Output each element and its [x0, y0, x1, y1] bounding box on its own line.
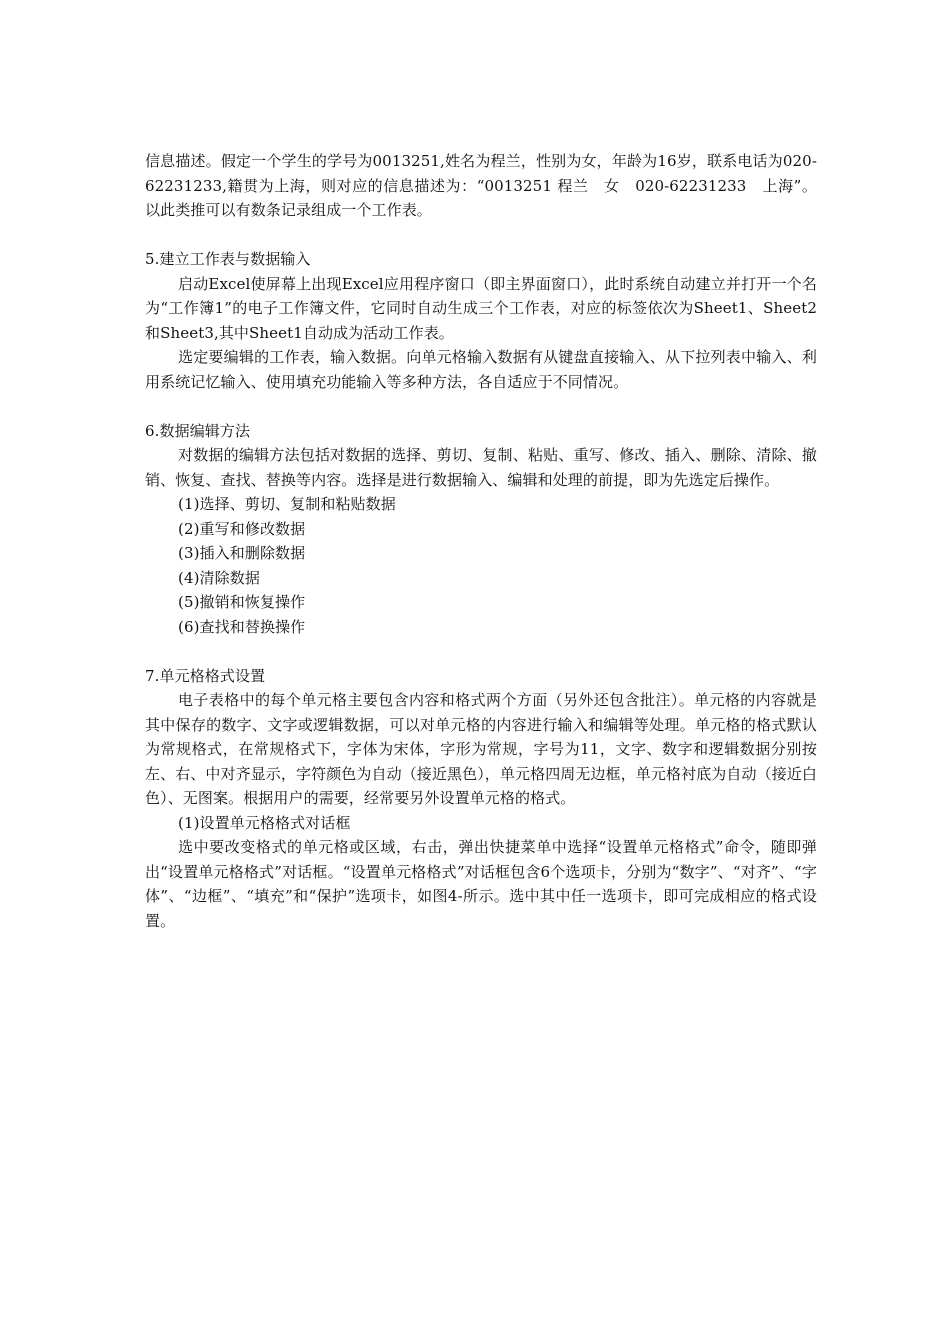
section-7-paragraph-1: 电子表格中的每个单元格主要包含内容和格式两个方面（另外还包含批注）。单元格的内容就是其中保存的数字、文字或逻辑数据，可以对单元格的内容进行输入和编辑等处理。单元格的格式默认为常规格式，在常规格式下，字体为宋体，字形为常规，字号为11，文字、数字和逻辑数据分别按左、右、中对齐显示，字符颜色为自动（接近黑色），单元格四周无边框，单元格衬底为自动（接近白色）、无图案。根据用户的需要，经常要另外设置单元格的格式。: [145, 691, 818, 807]
section-5-paragraph-1: 启动Excel使屏幕上出现Excel应用程序窗口（即主界面窗口），此时系统自动建立并打开一个名为“工作簿1”的电子工作簿文件，它同时自动生成三个工作表，对应的标签依次为Sheet1、Sheet2和Sheet3,其中Sheet1自动成为活动工作表。: [145, 274, 817, 342]
list-item: (6)查找和替换操作: [178, 617, 306, 636]
section-6-paragraph-1: 对数据的编辑方法包括对数据的选择、剪切、复制、粘贴、重写、修改、插入、删除、清除、撤销、恢复、查找、替换等内容。选择是进行数据输入、编辑和处理的前提，即为先选定后操作。: [145, 446, 817, 489]
section-7-paragraph-2: 选中要改变格式的单元格或区域，右击，弹出快捷菜单中选择“设置单元格格式”命令，随即弹出“设置单元格格式”对话框。“设置单元格格式”对话框包含6个选项卡，分别为“数字”、“对齐”、“字体”、“边框”、“填充”和“保护”选项卡，如图4-所示。选中其中任一选项卡，即可完成相应的格式设置。: [145, 838, 817, 930]
section-gap: [145, 223, 817, 248]
list-item: (5)撤销和恢复操作: [178, 593, 306, 611]
intro-paragraph: 信息描述。假定一个学生的学号为0013251,姓名为程兰，性别为女，年龄为16岁，联系电话为020-62231233,籍贯为上海，则对应的信息描述为：“0013251 程兰 女 020-62231233 上海”。以此类推可以有数条记录组成一个工作表。: [145, 152, 817, 219]
section-5-paragraph-2: 选定要编辑的工作表，输入数据。向单元格输入数据有从键盘直接输入、从下拉列表中输入、利用系统记忆输入、使用填充功能输入等多种方法，各自适应于不同情况。: [145, 348, 817, 391]
section-7-heading: 7.单元格格式设置: [145, 666, 266, 685]
list-item: (3)插入和删除数据: [178, 544, 306, 562]
list-item: (1)选择、剪切、复制和粘贴数据: [178, 495, 396, 513]
list-item: (1)设置单元格格式对话框: [178, 813, 351, 832]
list-item: (2)重写和修改数据: [178, 519, 306, 538]
section-6-heading: 6.数据编辑方法: [145, 421, 251, 440]
section-gap: [145, 394, 817, 419]
list-item: (4)清除数据: [178, 568, 260, 587]
section-gap: [145, 639, 817, 664]
document-page: [145, 149, 817, 933]
section-5-heading: 5.建立工作表与数据输入: [145, 250, 311, 268]
